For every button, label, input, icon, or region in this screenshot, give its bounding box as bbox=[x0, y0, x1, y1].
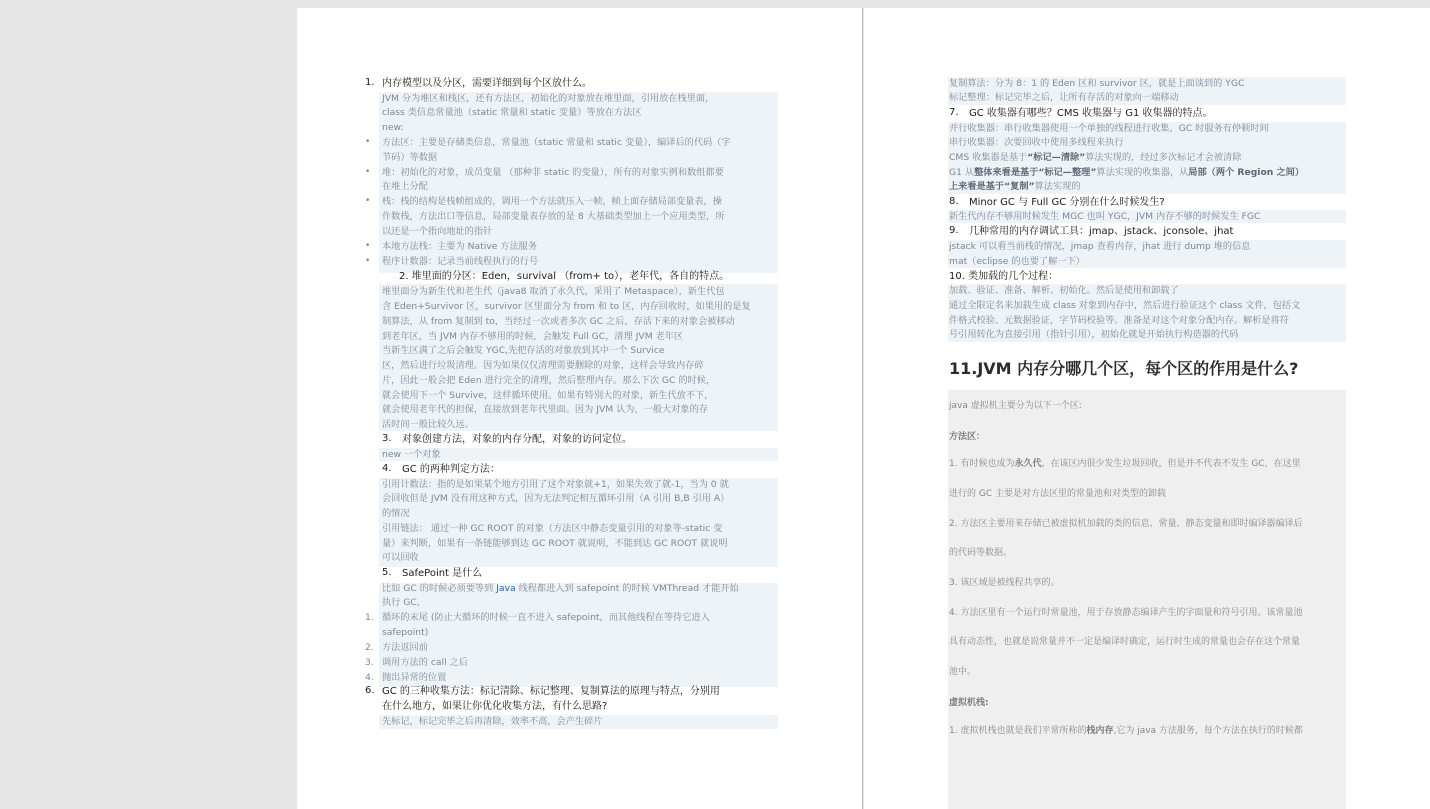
q10-line: 加载、验证、准备、解析、初始化。然后是使用和卸载了 bbox=[949, 285, 1179, 296]
q10-heading: 10. 类加载的几个过程： bbox=[949, 271, 1059, 282]
q5-heading: SafePoint 是什么 bbox=[402, 568, 483, 579]
q2-line: 就会使用老年代的担保，直接放到老年代里面。因为 JVM 认为，一般大对象的存 bbox=[382, 404, 708, 415]
bullet-dot: • bbox=[365, 167, 371, 177]
q3-line: new 一个对象 bbox=[382, 449, 441, 460]
q7-text: 算法实现的收集器，从 bbox=[1096, 167, 1189, 178]
q10-line: 通过全限定名来加载生成 class 对象到内存中，然后进行验证这个 class 文件，包括文 bbox=[949, 300, 1301, 311]
q4-line: 量）来判断，如果有一条链能够到达 GC ROOT 就说明，不能到达 GC ROOT 就说明 bbox=[382, 538, 728, 549]
gray-subheading: 方法区： bbox=[949, 432, 986, 442]
q6-number: 6. bbox=[365, 685, 375, 696]
q1-bullet-text: 在堆上分配 bbox=[382, 181, 428, 192]
q9-number: 9. bbox=[949, 225, 959, 236]
q5-text: 比如 GC 的时候必须要等到 bbox=[382, 583, 497, 594]
gray-subheading: 虚拟机栈: bbox=[949, 698, 989, 708]
gray-text: 4. 方法区里有一个运行时常量池，用于存放静态编译产生的字面量和符号引用。该常量池 bbox=[949, 608, 1303, 618]
gray-bold: 栈内存 bbox=[1086, 726, 1114, 736]
q5-item: 调用方法的 call 之后 bbox=[382, 657, 468, 668]
q5-item: safepoint) bbox=[382, 627, 429, 638]
q8-number: 8. bbox=[949, 196, 959, 207]
q1-number: 1. bbox=[365, 77, 375, 88]
q3-heading: 对象创建方法，对象的内存分配，对象的访问定位。 bbox=[402, 434, 632, 445]
q7-line bbox=[949, 151, 1241, 165]
q9-line: jstack 可以看当前栈的情况，jmap 查看内存，jhat 进行 dump 堆的信息 bbox=[949, 241, 1251, 252]
q4-line: 可以回收 bbox=[382, 552, 419, 563]
gray-text: 具有动态性，也就是说常量并不一定是编译时确定，运行时生成的常量也会存在这个常量 bbox=[949, 637, 1301, 647]
q2-line: 就会使用下一个 Survive，这样循环使用。如果有特别大的对象，新生代放不下， bbox=[382, 390, 714, 401]
q2-line: 含 Eden+Survivor 区，survivor 区里面分为 from 和 to 区，内存回收时，如果用的是复 bbox=[382, 301, 751, 312]
q11-heading: 11.JVM 内存分哪几个区，每个区的作用是什么? bbox=[949, 359, 1299, 378]
q1-paragraph-line: new: bbox=[382, 122, 404, 133]
q8-line: 新生代内存不够用时候发生 MGC 也叫 YGC，JVM 内存不够的时候发生 FGC bbox=[949, 211, 1261, 222]
q4-heading: GC 的两种判定方法： bbox=[402, 464, 500, 475]
q4-number: 4. bbox=[382, 463, 392, 474]
q5-item: 循环的末尾 (防止大循环的时候一直不进入 safepoint，而其他线程在等待它进入 bbox=[382, 612, 710, 623]
q1-bullet-text: 作数栈，方法出口等信息，局部变量表存放的是 8 大基础类型加上一个应用类型，所 bbox=[382, 211, 725, 222]
gray-text-part: ，在该区内很少发生垃圾回收，但是并不代表不发生 GC，在这里 bbox=[1041, 459, 1301, 469]
q7-line bbox=[949, 180, 1081, 194]
q1-paragraph-line: JVM 分为堆区和栈区，还有方法区，初始化的对象放在堆里面，引用放在栈里面， bbox=[382, 93, 715, 104]
q5-item: 抛出异常的位置 bbox=[382, 672, 447, 683]
q5-item-number: 2. bbox=[365, 642, 374, 653]
q2-line: 到老年区，当 JVM 内存不够用的时候，会触发 Full GC，清理 JVM 老年区 bbox=[382, 331, 684, 342]
q10-line: 件格式校验、元数据验证，字节码校验等。准备是对这个对象分配内存。解析是将符 bbox=[949, 315, 1289, 326]
q5-text: 线程都进入到 safepoint 的时候 VMThread 才能开始 bbox=[515, 583, 739, 594]
bullet-dot: • bbox=[365, 137, 371, 147]
gray-text: 3. 该区域是被线程共享的。 bbox=[949, 578, 1060, 588]
gray-text: 2. 方法区主要用来存储已被虚拟机加载的类的信息、常量、静态变量和即时编译器编译后 bbox=[949, 519, 1303, 529]
gray-text: java 虚拟机主要分为以下一个区: bbox=[949, 401, 1082, 411]
q6-heading: 在什么地方，如果让你优化收集方法，有什么思路? bbox=[382, 701, 608, 712]
document-page-right bbox=[864, 8, 1430, 809]
q2-line: 区，然后进行垃圾清理。因为如果仅仅清理需要删除的对象，这样会导致内存碎 bbox=[382, 360, 704, 371]
bullet-dot: • bbox=[365, 256, 371, 266]
q4-line: 引用链法： 通过一种 GC ROOT 的对象（方法区中静态变量引用的对象等-static 变 bbox=[382, 523, 723, 534]
q5-item-number: 3. bbox=[365, 657, 374, 668]
gray-bold: 永久代 bbox=[1014, 459, 1042, 469]
q1-heading: 内存模型以及分区，需要详细到每个区放什么。 bbox=[382, 78, 592, 89]
q7-text: 算法实现的，经过多次标记才会被清除 bbox=[1085, 152, 1242, 163]
q4-line: 的情况 bbox=[382, 508, 410, 519]
q7-number: 7. bbox=[949, 107, 959, 118]
q7-bold: “标记—清除” bbox=[1027, 152, 1086, 163]
q9-line: mat（eclipse 的也要了解一下） bbox=[949, 256, 1085, 267]
q6-heading: GC 的三种收集方法：标记清除、标记整理、复制算法的原理与特点，分别用 bbox=[382, 686, 720, 697]
q7-text: 算法实现的 bbox=[1034, 181, 1081, 192]
q5-item: 方法返回前 bbox=[382, 642, 428, 653]
q2-line: 当新生区满了之后会触发 YGC,先把存活的对象放到其中一个 Survice bbox=[382, 345, 665, 356]
q7-bold: 整体来看是基于“标记—整理” bbox=[974, 167, 1097, 178]
q5-line: 执行 GC, bbox=[382, 597, 420, 608]
q2-line: 堆里面分为新生代和老生代（java8 取消了永久代，采用了 Metaspace），新生代包 bbox=[382, 286, 725, 297]
gray-text-part: 1. 虚拟机栈也就是我们平常所称的 bbox=[949, 726, 1087, 736]
q8-heading: Minor GC 与 Full GC 分别在什么时候发生? bbox=[969, 197, 1165, 208]
q7-heading: GC 收集器有哪些？CMS 收集器与 G1 收集器的特点。 bbox=[969, 108, 1213, 119]
q1-bullet-text: 本地方法栈：主要为 Native 方法服务 bbox=[382, 241, 538, 252]
q3-number: 3. bbox=[382, 433, 392, 444]
q4-line: 会回收但是 JVM 没有用这种方式，因为无法判定相互循环引用（A 引用 B,B 引用 A） bbox=[382, 493, 730, 504]
q6-line: 先标记，标记完毕之后再清除，效率不高，会产生碎片 bbox=[382, 716, 603, 727]
r-line: 标记整理：标记完毕之后，让所有存活的对象向一端移动 bbox=[949, 92, 1179, 103]
gray-text bbox=[949, 457, 1301, 471]
q7-line: 串行收集器：次要回收中使用多线程来执行 bbox=[949, 137, 1124, 148]
bullet-dot: • bbox=[365, 241, 371, 251]
q1-bullet-text: 节码）等数据 bbox=[382, 152, 438, 163]
q1-paragraph-line: class 类信息常量池（static 常量和 static 变量）等放在方法区 bbox=[382, 107, 642, 118]
document-page-left bbox=[297, 8, 863, 809]
q1-bullet-text: 方法区：主要是存储类信息，常量池（static 常量和 static 变量），编译后的代码（字 bbox=[382, 137, 731, 148]
q2-line: 制算法，从 from 复制到 to，当经过一次或者多次 GC 之后，存活下来的对象会被移动 bbox=[382, 316, 735, 327]
q1-bullet-text: 以还是一个指向地址的指针 bbox=[382, 226, 493, 237]
q7-text: CMS 收集器是基于 bbox=[949, 152, 1028, 163]
q5-line bbox=[382, 582, 739, 596]
q7-bold: 上来看是基于“复制” bbox=[949, 181, 1035, 192]
q7-text: G1 从 bbox=[949, 167, 975, 178]
q5-item-number: 1. bbox=[365, 612, 374, 623]
java-link[interactable]: Java bbox=[496, 583, 516, 594]
gray-text bbox=[949, 724, 1303, 738]
q2-line: 活时间一般比较久远。 bbox=[382, 419, 474, 430]
q10-line: 号引用转化为直接引用（指针引用），初始化就是开始执行构造器的代码 bbox=[949, 329, 1239, 340]
q7-line: 并行收集器：串行收集器使用一个单独的线程进行收集，GC 时服务有停顿时间 bbox=[949, 123, 1269, 134]
gray-content-block bbox=[948, 390, 1346, 809]
gray-text-part: ,它为 java 方法服务，每个方法在执行的时候都 bbox=[1113, 726, 1303, 736]
gray-text-part: 1. 有时候也成为 bbox=[949, 459, 1015, 469]
q9-heading: 几种常用的内存调试工具：jmap、jstack、jconsole、jhat bbox=[969, 226, 1234, 237]
q1-bullet-text: 栈：栈的结构是栈帧组成的，调用一个方法就压入一帧，帧上面存储局部变量表，操 bbox=[382, 196, 722, 207]
q7-line bbox=[949, 166, 1304, 180]
q5-number: 5. bbox=[382, 567, 392, 578]
q1-bullet-text: 程序计数器：记录当前线程执行的行号 bbox=[382, 256, 539, 267]
gray-text: 进行的 GC 主要是对方法区里的常量池和对类型的卸载 bbox=[949, 489, 1166, 499]
q2-line: 片，因此一般会把 Eden 进行完全的清理，然后整理内存。那么下次 GC 的时候， bbox=[382, 375, 716, 386]
gray-text: 池中。 bbox=[949, 667, 977, 677]
q5-item-number: 4. bbox=[365, 672, 374, 683]
q7-bold: 局部（两个 Region 之间） bbox=[1188, 167, 1305, 178]
q2-heading: 2. 堆里面的分区：Eden，survival （from+ to），老年代，各自的特点。 bbox=[399, 271, 730, 282]
bullet-dot: • bbox=[365, 196, 371, 206]
gray-text: 的代码等数据。 bbox=[949, 548, 1013, 558]
r-line: 复制算法：分为 8：1 的 Eden 区和 survivor 区，就是上面谈到的 YGC bbox=[949, 78, 1245, 89]
q1-bullet-text: 堆：初始化的对象，成员变量 （那种非 static 的变量），所有的对象实例和数组都要 bbox=[382, 167, 724, 178]
q4-line: 引用计数法：指的是如果某个地方引用了这个对象就+1，如果失效了就-1，当为 0 就 bbox=[382, 479, 729, 490]
